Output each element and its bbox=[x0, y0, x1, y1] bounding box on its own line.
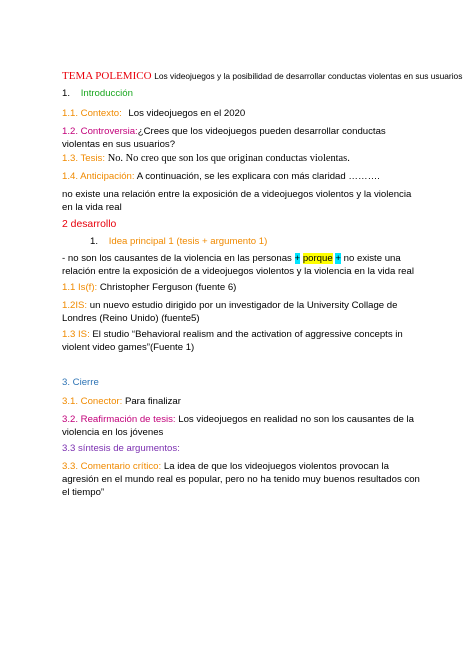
comentario-label: 3.3. Comentario crítico: bbox=[62, 461, 162, 472]
is3-label: 1.3 IS: bbox=[62, 329, 90, 340]
anticipacion-label: 1.4. Anticipación: bbox=[62, 171, 135, 182]
argument-plus-2: + bbox=[335, 253, 341, 264]
idea-principal-line bbox=[90, 236, 410, 249]
reafirmacion-label: 3.2. Reafirmación de tesis: bbox=[62, 414, 176, 425]
controversia-line bbox=[62, 126, 420, 152]
reafirmacion-text: Los videojuegos en realidad no son los causantes de la violencia en los jóvenes bbox=[62, 414, 415, 438]
tesis-text: No. No creo que son los que originan conductas violentas. bbox=[107, 153, 350, 164]
is3-text: El studio “Behavioral realism and the activation of aggressive concepts in violent video games”(Fuente 1) bbox=[62, 329, 403, 353]
is1-text: Christopher Ferguson (fuente 6) bbox=[99, 282, 237, 293]
comentario-line bbox=[62, 461, 420, 499]
conector-label: 3.1. Conector: bbox=[62, 396, 123, 407]
conector-line bbox=[62, 396, 420, 409]
is1-line bbox=[62, 282, 420, 295]
topic-label: TEMA POLEMICO bbox=[62, 70, 152, 82]
tesis-line bbox=[62, 153, 420, 166]
contexto-line bbox=[62, 108, 420, 121]
idea-label: Idea principal 1 (tesis + argumento 1) bbox=[108, 236, 268, 247]
controversia-text: ¿Crees que los videojuegos pueden desarrollar conductas violentas en sus usuarios? bbox=[62, 126, 386, 150]
argument-porque: porque bbox=[302, 253, 333, 264]
idea-number: 1. bbox=[90, 236, 99, 247]
argument-plus-1: + bbox=[294, 253, 301, 264]
sintesis-heading: 3.3 síntesis de argumentos: bbox=[62, 443, 180, 454]
argument-part1: - no son los causantes de la violencia en las personas bbox=[62, 253, 292, 264]
comentario-text: La idea de que los videojuegos violentos provocan la agresión en el mundo real es popular, pero no ha tenido muy buenos resultados con el tiempo” bbox=[62, 461, 420, 498]
is2-text: un nuevo estudio dirigido por un investigador de la University Collage de Londres (Reino Unido) (fuente5) bbox=[62, 300, 398, 324]
desarrollo-heading: 2 desarrollo bbox=[62, 219, 117, 230]
intro-statement: no existe una relación entre la exposición de a videojuegos violentos y la violencia en la vida real bbox=[62, 189, 412, 213]
argument-part2: no existe una relación entre la exposición de a videojuegos violentos y la violencia en la vida real bbox=[62, 253, 414, 277]
is1-label: 1.1 Is(f): bbox=[62, 282, 98, 293]
tesis-label: 1.3. Tesis: bbox=[62, 153, 106, 164]
is2-label: 1.2IS: bbox=[62, 300, 88, 311]
intro-number: 1. bbox=[62, 88, 71, 99]
contexto-label: 1.1. Contexto: bbox=[62, 108, 122, 119]
argument-paragraph bbox=[62, 253, 420, 279]
cierre-heading: 3. Cierre bbox=[62, 377, 99, 388]
intro-heading bbox=[62, 88, 420, 101]
contexto-text: Los videojuegos en el 2020 bbox=[128, 108, 246, 119]
topic-text: Los videojuegos y la posibilidad de desarrollar conductas violentas en sus usuarios bbox=[154, 71, 463, 81]
reafirmacion-line bbox=[62, 414, 420, 440]
topic-line bbox=[62, 70, 463, 84]
conector-text: Para finalizar bbox=[124, 396, 181, 407]
is2-line bbox=[62, 300, 420, 326]
is3-line bbox=[62, 329, 420, 355]
anticipacion-line bbox=[62, 171, 420, 184]
intro-title: Introducción bbox=[80, 88, 133, 99]
anticipacion-text: A continuación, se les explicara con más claridad ………. bbox=[136, 171, 380, 182]
controversia-label: 1.2. Controversia: bbox=[62, 126, 138, 137]
